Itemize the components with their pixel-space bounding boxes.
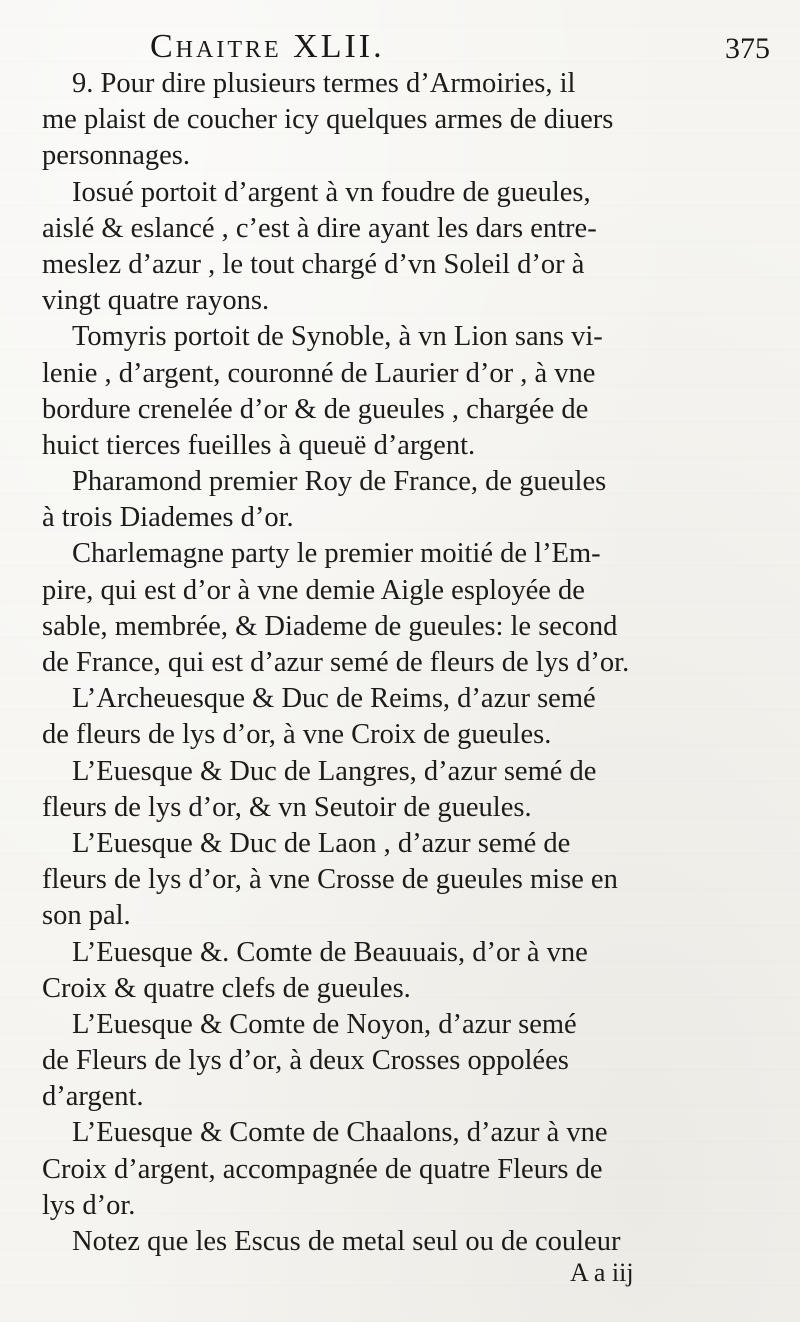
text-line: Iosué portoit d’argent à vn foudre de gueules, [72, 176, 591, 208]
text-line: meslez d’azur , le tout chargé d’vn Soleil d’or à [42, 248, 585, 280]
page-number: 375 [725, 32, 770, 65]
text-line: lys d’or. [42, 1189, 136, 1221]
text-line: personnages. [42, 140, 190, 172]
text-line: de fleurs de lys d’or, à vne Croix de gueules. [42, 719, 552, 751]
page-header [150, 28, 770, 68]
text-line: lenie , d’argent, couronné de Laurier d’or , à vne [42, 357, 596, 389]
text-line: fleurs de lys d’or, à vne Crosse de gueules mise en [42, 864, 618, 896]
running-title: Chaitre XLII. [150, 28, 385, 65]
text-line: sable, membrée, & Diademe de gueules: le second [42, 610, 618, 642]
text-line: 9. Pour dire plusieurs termes d’Armoiries, il [72, 68, 576, 99]
page-footer [570, 1258, 770, 1290]
body-text [42, 66, 772, 1260]
text-line: aislé & eslancé , c’est à dire ayant les dars entre- [42, 212, 597, 244]
text-line: L’Archeuesque & Duc de Reims, d’azur semé [72, 683, 596, 715]
text-line: son pal. [42, 900, 131, 932]
text-line: L’Euesque & Comte de Noyon, d’azur semé [72, 1008, 577, 1040]
text-line: de France, qui est d’azur semé de fleurs de lys d’or. [42, 647, 630, 678]
text-line: L’Euesque & Duc de Laon , d’azur semé de [72, 827, 571, 859]
text-line: Notez que les Escus de metal seul ou de couleur [72, 1226, 621, 1257]
text-line: vingt quatre rayons. [42, 285, 270, 317]
text-line: huict tierces fueilles à queuë d’argent. [42, 429, 476, 461]
text-line: de Fleurs de lys d’or, à deux Crosses oppolées [42, 1045, 569, 1077]
text-line: L’Euesque &. Comte de Beauuais, d’or à vne [72, 936, 588, 968]
text-line: me plaist de coucher icy quelques armes de diuers [42, 104, 614, 136]
text-line: à trois Diademes d’or. [42, 502, 294, 534]
text-line: L’Euesque & Duc de Langres, d’azur semé de [72, 755, 597, 787]
text-line: Tomyris portoit de Synoble, à vn Lion sans vi- [72, 321, 603, 353]
text-line: pire, qui est d’or à vne demie Aigle esployée de [42, 574, 585, 606]
text-line: d’argent. [42, 1081, 144, 1113]
text-line: Croix d’argent, accompagnée de quatre Fleurs de [42, 1153, 603, 1185]
text-line: Pharamond premier Roy de France, de gueules [72, 466, 607, 498]
signature-mark: A a iij [570, 1258, 634, 1287]
text-line: Croix & quatre clefs de gueules. [42, 972, 411, 1004]
text-line: L’Euesque & Comte de Chaalons, d’azur à vne [72, 1117, 608, 1149]
text-line: Charlemagne party le premier moitié de l’Em- [72, 538, 601, 570]
text-line: fleurs de lys d’or, & vn Seutoir de gueules. [42, 791, 532, 823]
text-line: bordure crenelée d’or & de gueules , chargée de [42, 393, 589, 425]
